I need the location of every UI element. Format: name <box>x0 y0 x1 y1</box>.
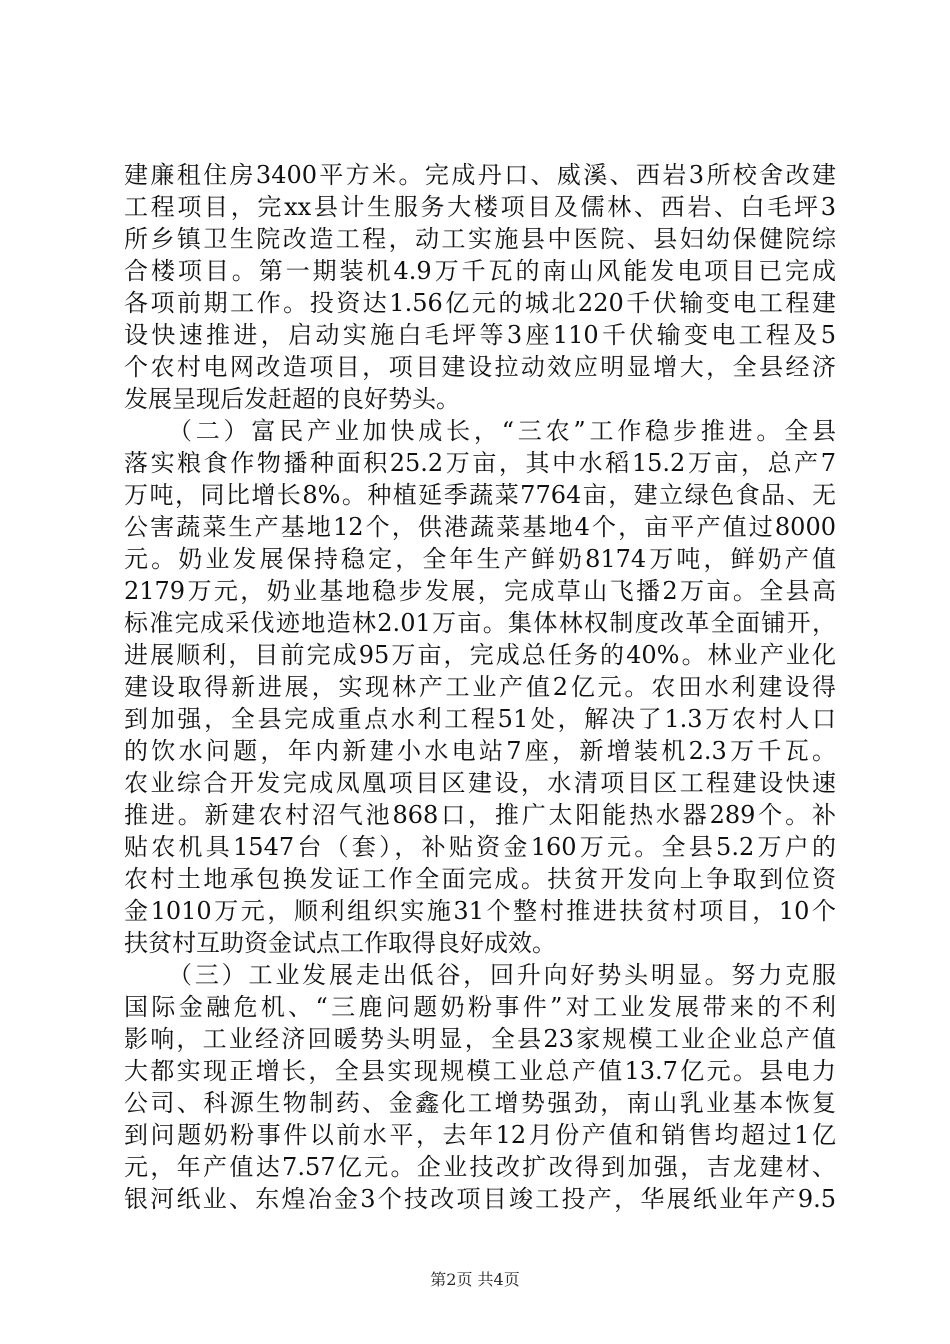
text-line: 建廉租住房3400平方米。完成丹口、威溪、西岩3所校舍改建 <box>124 161 836 189</box>
text-line: （三）工业发展走出低谷，回升向好势头明显。努力克服 <box>168 961 836 989</box>
text-line: 的饮水问题，年内新建小水电站7座，新增装机2.3万千瓦。 <box>124 737 836 765</box>
text-line: 到问题奶粉事件以前水平，去年12月份产值和销售均超过1亿 <box>124 1121 836 1149</box>
text-line: 元，年产值达7.57亿元。企业技改扩改得到加强，吉龙建材、 <box>124 1153 836 1181</box>
text-line: 万吨，同比增长8%。种植延季蔬菜7764亩，建立绿色食品、无 <box>124 481 836 509</box>
text-line: 各项前期工作。投资达1.56亿元的城北220千伏输变电工程建 <box>124 289 836 317</box>
text-line: 大都实现正增长，全县实现规模工业总产值13.7亿元。县电力 <box>124 1057 836 1085</box>
text-line: 公司、科源生物制药、金鑫化工增势强劲，南山乳业基本恢复 <box>124 1089 836 1117</box>
text-line: 进展顺利，目前完成95万亩，完成总任务的40%。林业产业化 <box>124 641 836 669</box>
text-line: 金1010万元，顺利组织实施31个整村推进扶贫村项目，10个 <box>124 897 836 925</box>
text-line: 扶贫村互助资金试点工作取得良好成效。 <box>124 929 556 957</box>
text-line: 贴农机具1547台（套），补贴资金160万元。全县5.2万户的 <box>124 833 836 861</box>
text-line: （二）富民产业加快成长，“三农”工作稳步推进。全县 <box>168 417 836 445</box>
text-line: 所乡镇卫生院改造工程，动工实施县中医院、县妇幼保健院综 <box>124 225 836 253</box>
text-line: 建设取得新进展，实现林产工业产值2亿元。农田水利建设得 <box>124 673 836 701</box>
body-text <box>124 159 836 1215</box>
page-footer: 第2页 共4页 <box>430 1270 520 1289</box>
text-line: 推进。新建农村沼气池868口，推广太阳能热水器289个。补 <box>124 801 836 829</box>
text-line: 公害蔬菜生产基地12个，供港蔬菜基地4个，亩平产值过8000 <box>124 513 836 541</box>
text-line: 设快速推进，启动实施白毛坪等3座110千伏输变电工程及5 <box>124 321 836 349</box>
text-line: 工程项目，完xx县计生服务大楼项目及儒林、西岩、白毛坪3 <box>124 193 836 221</box>
text-line: 落实粮食作物播种面积25.2万亩，其中水稻15.2万亩，总产7 <box>124 449 836 477</box>
text-line: 2179万元，奶业基地稳步发展，完成草山飞播2万亩。全县高 <box>124 577 836 605</box>
text-line: 个农村电网改造项目，项目建设拉动效应明显增大，全县经济 <box>124 353 836 381</box>
text-line: 国际金融危机、“三鹿问题奶粉事件”对工业发展带来的不利 <box>124 993 836 1021</box>
text-line: 影响，工业经济回暖势头明显，全县23家规模工业企业总产值 <box>124 1025 836 1053</box>
text-line: 农村土地承包换发证工作全面完成。扶贫开发向上争取到位资 <box>124 865 836 893</box>
text-line: 农业综合开发完成凤凰项目区建设，水清项目区工程建设快速 <box>124 769 836 797</box>
text-line: 到加强，全县完成重点水利工程51处，解决了1.3万农村人口 <box>124 705 836 733</box>
text-line: 元。奶业发展保持稳定，全年生产鲜奶8174万吨，鲜奶产值 <box>124 545 836 573</box>
text-line: 标准完成采伐迹地造林2.01万亩。集体林权制度改革全面铺开， <box>124 609 836 637</box>
text-line: 发展呈现后发赶超的良好势头。 <box>124 385 460 413</box>
text-line: 银河纸业、东煌冶金3个技改项目竣工投产，华展纸业年产9.5 <box>124 1185 836 1213</box>
text-line: 合楼项目。第一期装机4.9万千瓦的南山风能发电项目已完成 <box>124 257 836 285</box>
